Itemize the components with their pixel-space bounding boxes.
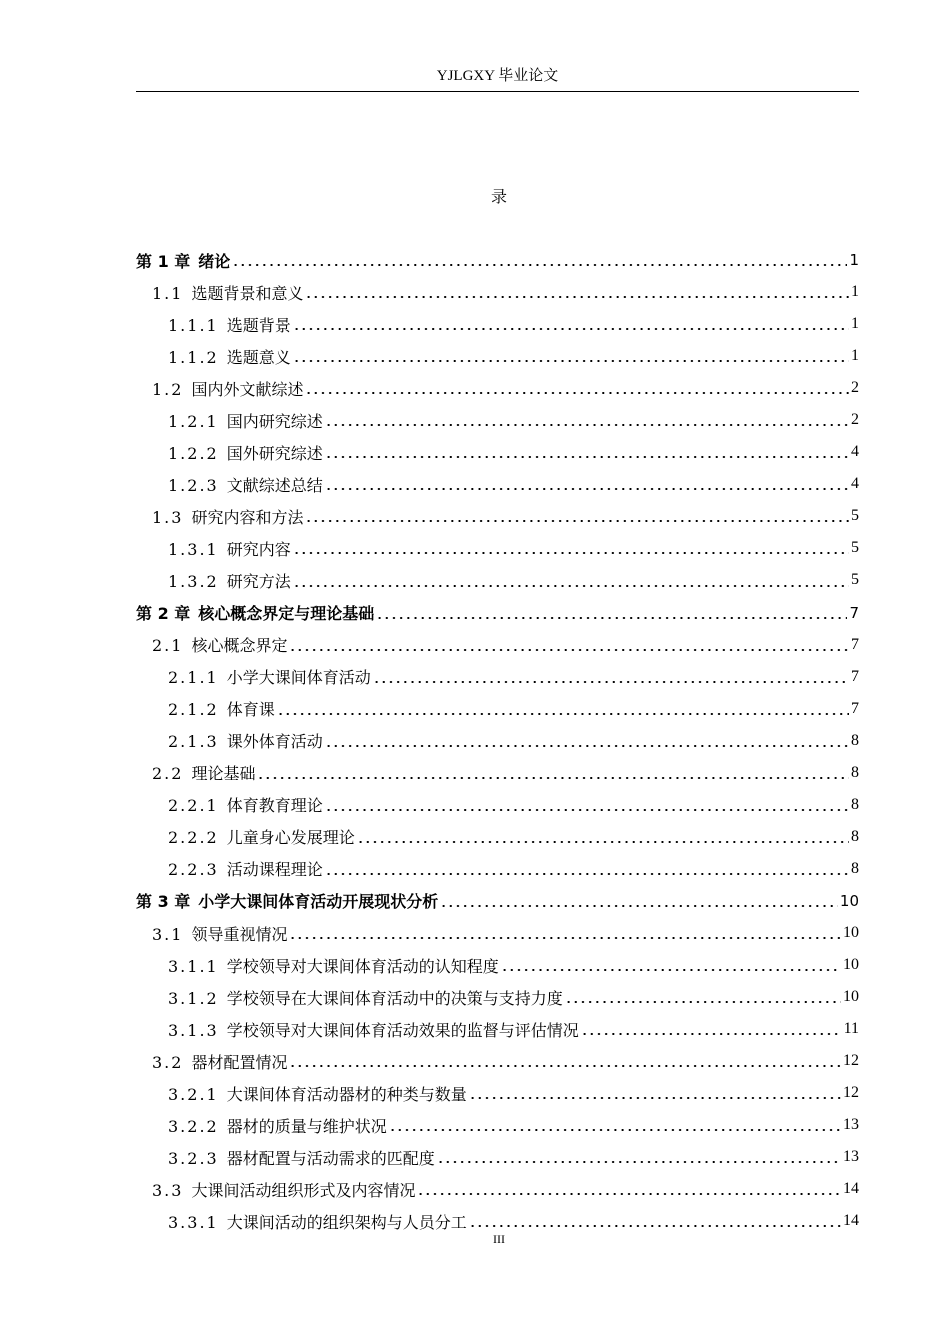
toc-entry[interactable] <box>136 276 859 308</box>
toc-dot-leader <box>325 745 849 747</box>
header-title: YJLGXY 毕业论文 <box>436 68 559 84</box>
toc-entry-title: 研究内容 <box>226 539 291 559</box>
toc-entry-number: 1.1.1 <box>168 315 219 335</box>
toc-entry-label <box>152 281 303 304</box>
toc-entry-number: 3.3 <box>152 1180 184 1200</box>
toc-entry-title: 学校领导在大课间体育活动中的决策与支持力度 <box>226 988 563 1008</box>
toc-entry-title: 体育课 <box>226 700 275 720</box>
toc-dot-leader <box>325 488 849 490</box>
toc-entry[interactable] <box>136 372 859 404</box>
toc-entry-label <box>168 665 371 688</box>
toc-entry-title: 领导重视情况 <box>191 924 288 944</box>
toc-entry-label <box>168 1018 579 1041</box>
toc-entry-page: 2 <box>851 379 859 397</box>
toc-entry[interactable] <box>136 821 859 853</box>
toc-entry-page: 8 <box>851 731 859 749</box>
toc-entry-label <box>152 922 287 945</box>
toc-entry-label <box>168 441 323 464</box>
toc-dot-leader <box>293 360 849 362</box>
toc-dot-leader <box>305 392 849 394</box>
toc-dot-leader <box>373 681 849 683</box>
toc-entry[interactable] <box>136 1077 859 1109</box>
toc-entry[interactable] <box>136 532 859 564</box>
toc-entry-page: 10 <box>843 956 859 974</box>
toc-entry-label <box>152 1050 287 1073</box>
toc-entry-page: 4 <box>851 443 859 461</box>
toc-entry-title: 器材的质量与维护状况 <box>226 1116 387 1136</box>
toc-dot-leader <box>469 1097 841 1099</box>
toc-entry-number: 3.2 <box>152 1052 184 1072</box>
toc-title: 录 <box>490 187 507 206</box>
toc-entry-page: 8 <box>851 795 859 813</box>
toc-entry-number: 3.1.2 <box>168 988 219 1008</box>
toc-dot-leader <box>325 873 849 875</box>
toc-entry-label <box>168 313 291 336</box>
toc-entry-title: 小学大课间体育活动开展现状分析 <box>198 892 439 912</box>
toc-entry-label <box>168 569 291 592</box>
toc-entry-page: 5 <box>851 507 859 525</box>
toc-entry-number: 1.1.2 <box>168 347 219 367</box>
toc-dot-leader <box>325 456 849 458</box>
toc-entry-page: 10 <box>843 924 859 941</box>
toc-entry-label <box>168 537 291 560</box>
toc-entry-label <box>168 793 323 816</box>
toc-entry[interactable] <box>136 629 859 661</box>
toc-entry-label <box>136 249 230 272</box>
toc-entry-title: 理论基础 <box>191 764 256 784</box>
toc-entry-page: 13 <box>843 1148 859 1166</box>
toc-dot-leader <box>293 585 849 587</box>
toc-dot-leader <box>440 905 838 907</box>
toc-dot-leader <box>325 809 849 811</box>
toc-entry-title: 器材配置与活动需求的匹配度 <box>226 1148 435 1168</box>
toc-entry-page: 5 <box>851 539 859 557</box>
page-footer <box>0 1231 950 1247</box>
toc-entry-page: 1 <box>851 347 859 365</box>
toc-entry-page: 12 <box>843 1052 859 1070</box>
toc-entry-number: 3.3.1 <box>168 1212 219 1232</box>
toc-dot-leader <box>565 1001 841 1003</box>
toc-entry-number: 3.1 <box>152 924 184 944</box>
toc-entry-label <box>168 697 275 720</box>
toc-entry-number: 第 2 章 <box>136 604 191 624</box>
toc-entry-number: 1.3 <box>152 507 184 527</box>
toc-dot-leader <box>325 424 849 426</box>
toc-entry-number: 2.1.1 <box>168 668 219 688</box>
toc-entry[interactable] <box>136 1109 859 1141</box>
toc-entry[interactable] <box>136 564 859 596</box>
toc-entry-number: 3.2.2 <box>168 1116 219 1136</box>
toc-entry[interactable] <box>136 468 859 500</box>
toc-entry-number: 1.3.1 <box>168 539 219 559</box>
toc-dot-leader <box>289 937 841 939</box>
toc-entry-number: 2.2.3 <box>168 860 219 880</box>
toc-entry-label <box>168 1114 387 1137</box>
toc-entry-title: 体育教育理论 <box>226 796 323 816</box>
toc-entry[interactable] <box>136 917 859 949</box>
toc-entry[interactable] <box>136 885 859 917</box>
toc-entry[interactable] <box>136 693 859 725</box>
toc-entry-label <box>168 825 355 848</box>
toc-entry[interactable] <box>136 1173 859 1205</box>
toc-entry-title: 大课间活动的组织架构与人员分工 <box>226 1212 467 1232</box>
page-number: III <box>493 1232 505 1246</box>
toc-dot-leader <box>293 552 849 554</box>
toc-entry[interactable] <box>136 853 859 885</box>
toc-entry[interactable] <box>136 789 859 821</box>
toc-dot-leader <box>581 1033 842 1035</box>
toc-entry-number: 1.2.1 <box>168 411 219 431</box>
toc-entry-title: 核心概念界定 <box>191 636 288 656</box>
toc-entry[interactable] <box>136 661 859 693</box>
toc-entry-number: 第 3 章 <box>136 892 191 912</box>
toc-dot-leader <box>305 520 849 522</box>
toc-entry-title: 课外体育活动 <box>226 732 323 752</box>
toc-entry-label <box>168 729 323 752</box>
toc-dot-leader <box>469 1225 841 1227</box>
toc-dot-leader <box>417 1193 841 1195</box>
toc-entry-page: 5 <box>851 571 859 589</box>
toc-entry-number: 3.1.1 <box>168 956 219 976</box>
toc-entry-number: 1.2.3 <box>168 475 219 495</box>
toc-entry-number: 2.1.3 <box>168 732 219 752</box>
toc-entry-title: 儿童身心发展理论 <box>226 828 355 848</box>
toc-entry-label <box>152 377 303 400</box>
toc-entry-title: 大课间体育活动器材的种类与数量 <box>226 1084 467 1104</box>
toc-entry-label <box>168 1146 435 1169</box>
toc-entry-title: 绪论 <box>198 251 231 271</box>
toc-dot-leader <box>437 1161 841 1163</box>
toc-entry[interactable] <box>136 757 859 789</box>
toc-entry-title: 国外研究综述 <box>226 443 323 463</box>
toc-entry[interactable] <box>136 597 859 629</box>
toc-entry-label <box>152 1178 415 1201</box>
toc-entry[interactable] <box>136 949 859 981</box>
toc-entry-title: 核心概念界定与理论基础 <box>198 604 375 624</box>
page-header <box>136 64 859 92</box>
toc-dot-leader <box>289 1065 841 1067</box>
toc-entry-page: 8 <box>851 827 859 845</box>
toc-entry-number: 3.1.3 <box>168 1020 219 1040</box>
toc-entry[interactable] <box>136 725 859 757</box>
toc-dot-leader <box>293 328 849 330</box>
toc-dot-leader <box>501 969 841 971</box>
toc-entry[interactable] <box>136 1045 859 1077</box>
toc-entry-number: 3.2.3 <box>168 1148 219 1168</box>
toc-entry-label <box>168 857 323 880</box>
toc-entry[interactable] <box>136 244 859 276</box>
toc-entry-page: 13 <box>843 1116 859 1134</box>
toc-entry-number: 2.1 <box>152 636 184 656</box>
toc-entry-page: 10 <box>843 988 859 1006</box>
toc-entry-page: 1 <box>851 315 859 333</box>
toc-entry-number: 3.2.1 <box>168 1084 219 1104</box>
toc-entry-label <box>152 505 303 528</box>
toc-entry-number: 1.2.2 <box>168 443 219 463</box>
toc-entry-label <box>168 954 499 977</box>
toc-entry-page: 7 <box>851 699 859 717</box>
toc-entry-number: 2.1.2 <box>168 700 219 720</box>
toc-entry-page: 11 <box>843 1020 859 1038</box>
toc-entry-number: 2.2 <box>152 764 184 784</box>
toc-entry-title: 国内研究综述 <box>226 411 323 431</box>
toc-entry-title: 选题背景和意义 <box>191 283 304 303</box>
toc-entry[interactable] <box>136 308 859 340</box>
toc-dot-leader <box>305 296 849 298</box>
toc-entry-page: 2 <box>851 411 859 429</box>
toc-entry[interactable] <box>136 340 859 372</box>
toc-entry-label <box>136 889 438 912</box>
toc-dot-leader <box>257 777 849 779</box>
toc-entry-title: 小学大课间体育活动 <box>226 668 371 688</box>
toc-dot-leader <box>289 649 849 651</box>
table-of-contents <box>136 244 859 1237</box>
toc-entry-number: 2.2.1 <box>168 796 219 816</box>
toc-entry-title: 研究内容和方法 <box>191 507 304 527</box>
toc-dot-leader <box>376 617 847 619</box>
toc-entry-title: 研究方法 <box>226 571 291 591</box>
toc-entry-number: 1.2 <box>152 379 184 399</box>
toc-entry-label <box>168 1210 467 1233</box>
toc-entry-label <box>168 409 323 432</box>
toc-entry-title: 活动课程理论 <box>226 860 323 880</box>
toc-entry-title: 器材配置情况 <box>191 1052 288 1072</box>
toc-entry-title: 国内外文献综述 <box>191 379 304 399</box>
toc-entry-page: 10 <box>839 891 859 910</box>
toc-entry-number: 2.2.2 <box>168 828 219 848</box>
toc-dot-leader <box>357 841 849 843</box>
toc-entry-page: 7 <box>849 603 859 622</box>
toc-entry-number: 1.1 <box>152 283 184 303</box>
toc-entry-page: 8 <box>851 763 859 781</box>
toc-entry-page: 8 <box>851 859 859 877</box>
toc-entry-label <box>136 601 374 624</box>
toc-entry-label <box>168 345 291 368</box>
toc-entry-label <box>152 633 287 656</box>
toc-entry-title: 学校领导对大课间体育活动效果的监督与评估情况 <box>226 1020 579 1040</box>
toc-entry-page: 7 <box>851 635 859 653</box>
toc-entry-label <box>168 1082 467 1105</box>
toc-entry-label <box>168 473 323 496</box>
toc-entry-page: 12 <box>843 1084 859 1102</box>
toc-dot-leader <box>232 264 847 266</box>
toc-entry-number: 1.3.2 <box>168 571 219 591</box>
toc-entry-page: 1 <box>851 283 859 301</box>
toc-dot-leader <box>389 1129 841 1131</box>
toc-entry-page: 14 <box>843 1212 859 1230</box>
toc-entry-title: 学校领导对大课间体育活动的认知程度 <box>226 956 499 976</box>
toc-entry[interactable] <box>136 436 859 468</box>
toc-entry[interactable] <box>136 1013 859 1045</box>
toc-entry-title: 文献综述总结 <box>226 475 323 495</box>
toc-entry-title: 选题背景 <box>226 315 291 335</box>
toc-entry-label <box>168 986 563 1009</box>
toc-entry[interactable] <box>136 500 859 532</box>
toc-entry-page: 1 <box>849 251 859 270</box>
toc-entry-page: 14 <box>843 1180 859 1198</box>
toc-dot-leader <box>277 713 849 715</box>
toc-entry[interactable] <box>136 1141 859 1173</box>
toc-entry-page: 4 <box>851 475 859 493</box>
toc-entry-number: 第 1 章 <box>136 251 191 271</box>
toc-entry-title: 大课间活动组织形式及内容情况 <box>191 1180 416 1200</box>
toc-entry[interactable] <box>136 404 859 436</box>
toc-entry-page: 7 <box>851 667 859 685</box>
toc-entry[interactable] <box>136 981 859 1013</box>
toc-entry-title: 选题意义 <box>226 347 291 367</box>
toc-entry-label <box>152 761 255 784</box>
